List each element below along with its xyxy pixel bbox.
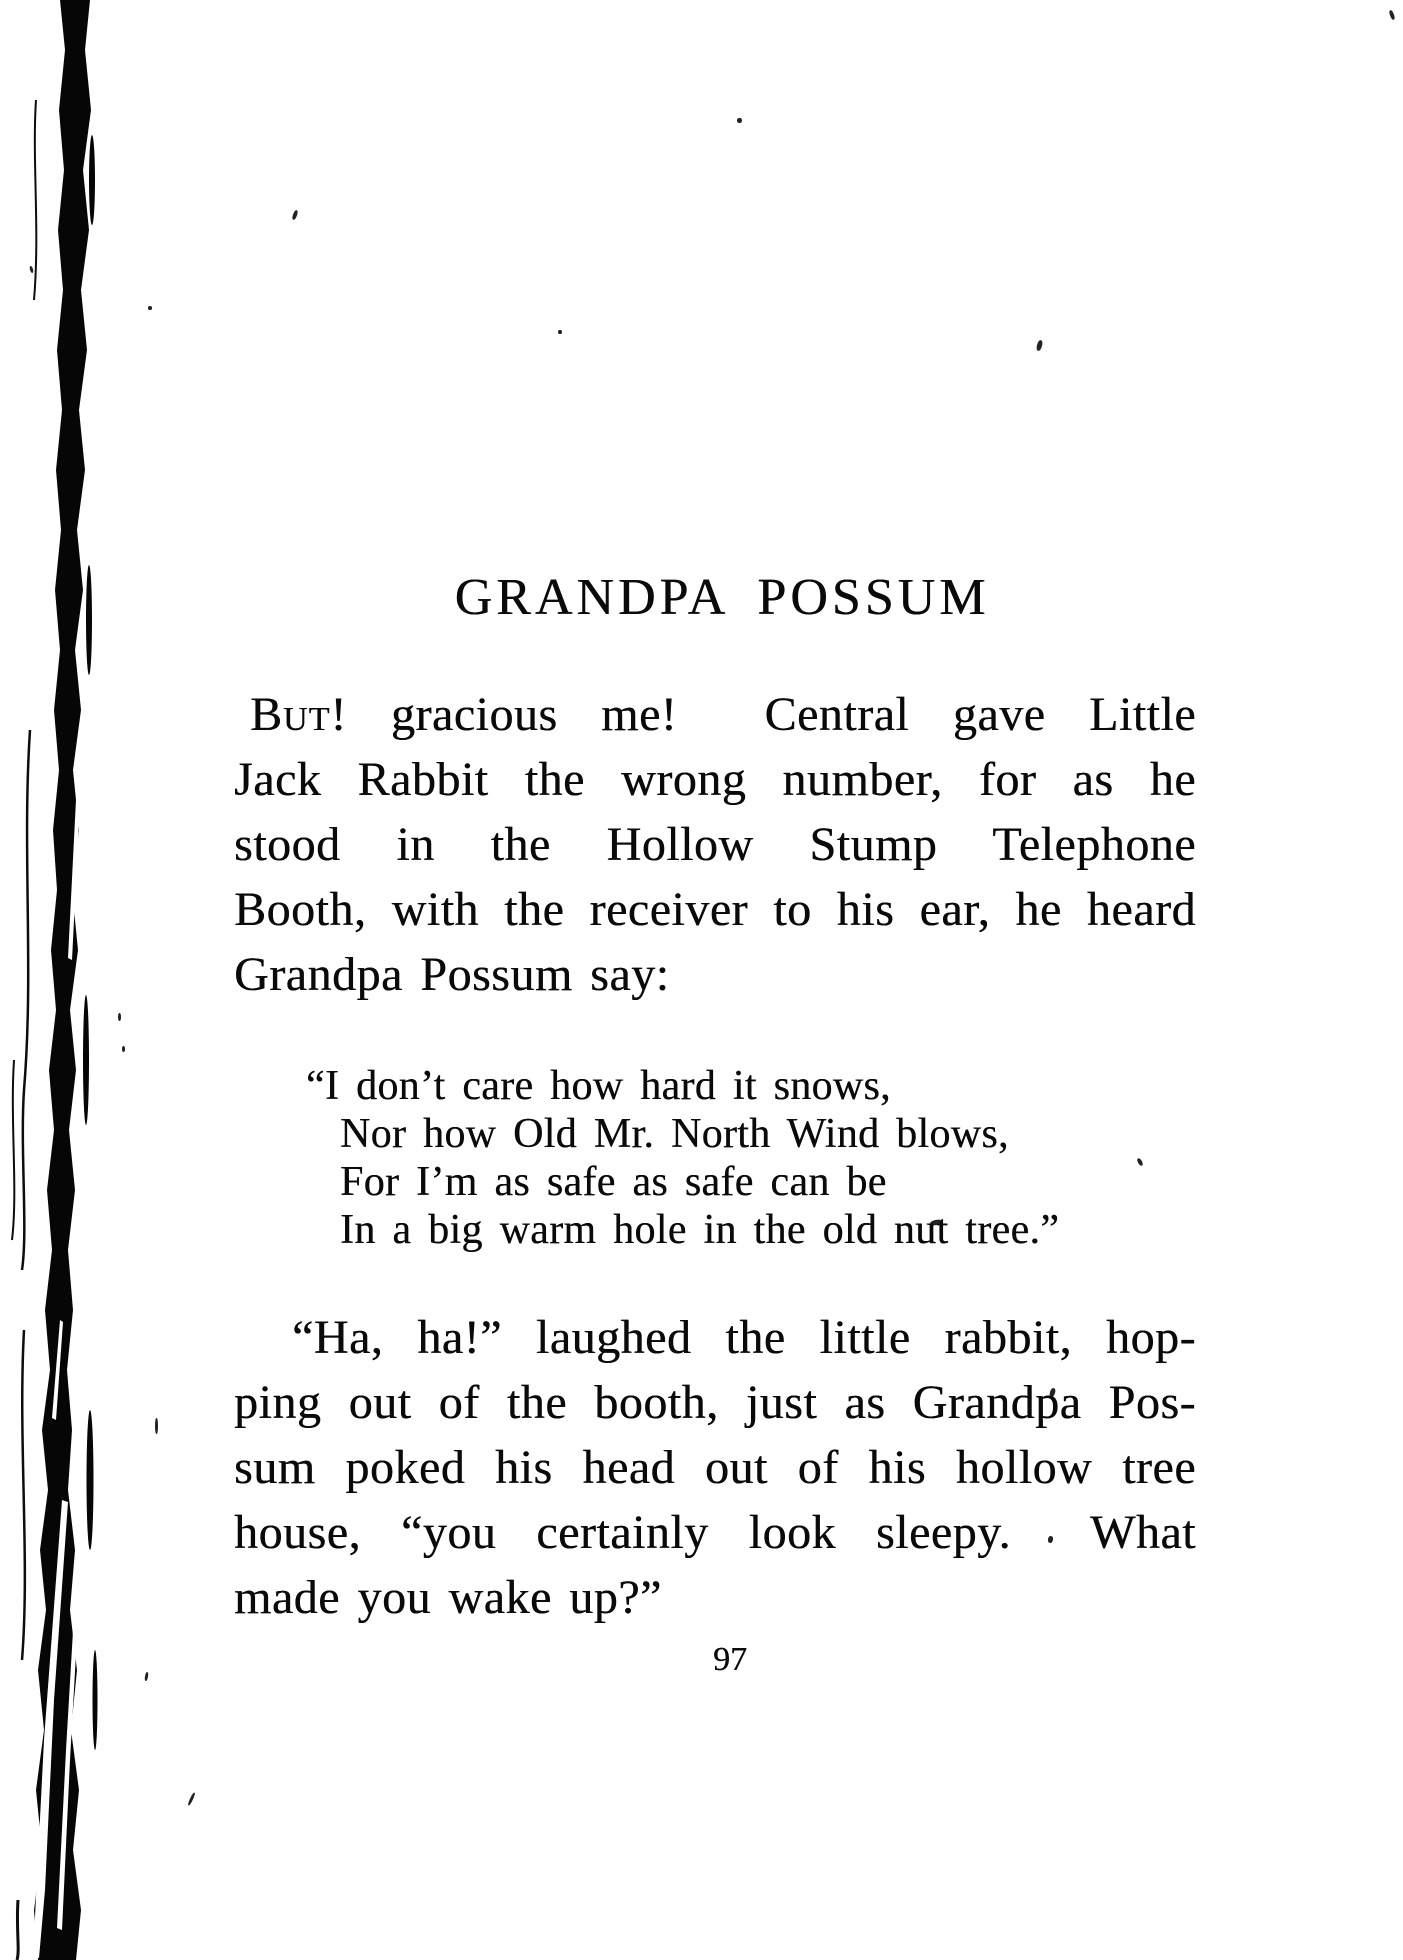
text-line: sum poked his head out of his hollow tree — [234, 1441, 1196, 1494]
line-text: gracious me! Central gave Little — [347, 688, 1196, 741]
scan-speck — [155, 1418, 158, 1434]
scan-speck — [187, 1792, 196, 1806]
poem-stanza — [306, 1062, 1196, 1254]
poem-line: Nor how Old Mr. North Wind blows, — [340, 1111, 1009, 1157]
chapter-title: GRANDPA POSSUM — [454, 569, 990, 626]
scan-speck — [1388, 10, 1395, 21]
text-line: “Ha, ha!” laughed the little rabbit, hop- — [292, 1311, 1196, 1364]
binding-gutter-shadow — [0, 0, 130, 1960]
lead-word: But! — [250, 688, 348, 741]
page-number: 97 — [713, 1641, 747, 1678]
text-line: made you wake up?” — [234, 1571, 662, 1624]
poem-line: In a big warm hole in the old nut tree.” — [340, 1207, 1060, 1253]
text-line: house, “you certainly look sleepy. What — [234, 1506, 1196, 1559]
scan-speck — [122, 1046, 125, 1052]
paragraph-1 — [234, 682, 1196, 1007]
text-line: stood in the Hollow Stump Telephone — [234, 818, 1196, 871]
scan-speck — [148, 306, 152, 310]
text-line: ping out of the booth, just as Grandpa Pos- — [234, 1376, 1196, 1429]
scan-speck — [118, 1013, 121, 1021]
text-line: Jack Rabbit the wrong number, for as he — [234, 753, 1196, 806]
paragraph-2 — [234, 1305, 1196, 1630]
text-line: Booth, with the receiver to his ear, he heard — [234, 883, 1196, 936]
poem-line: For I’m as safe as safe can be — [340, 1159, 887, 1205]
text-line — [234, 682, 1196, 747]
text-line: Grandpa Possum say: — [234, 948, 670, 1001]
text-column — [234, 0, 1196, 1960]
scan-speck — [144, 1672, 149, 1681]
poem-line: “I don’t care how hard it snows, — [306, 1063, 891, 1109]
